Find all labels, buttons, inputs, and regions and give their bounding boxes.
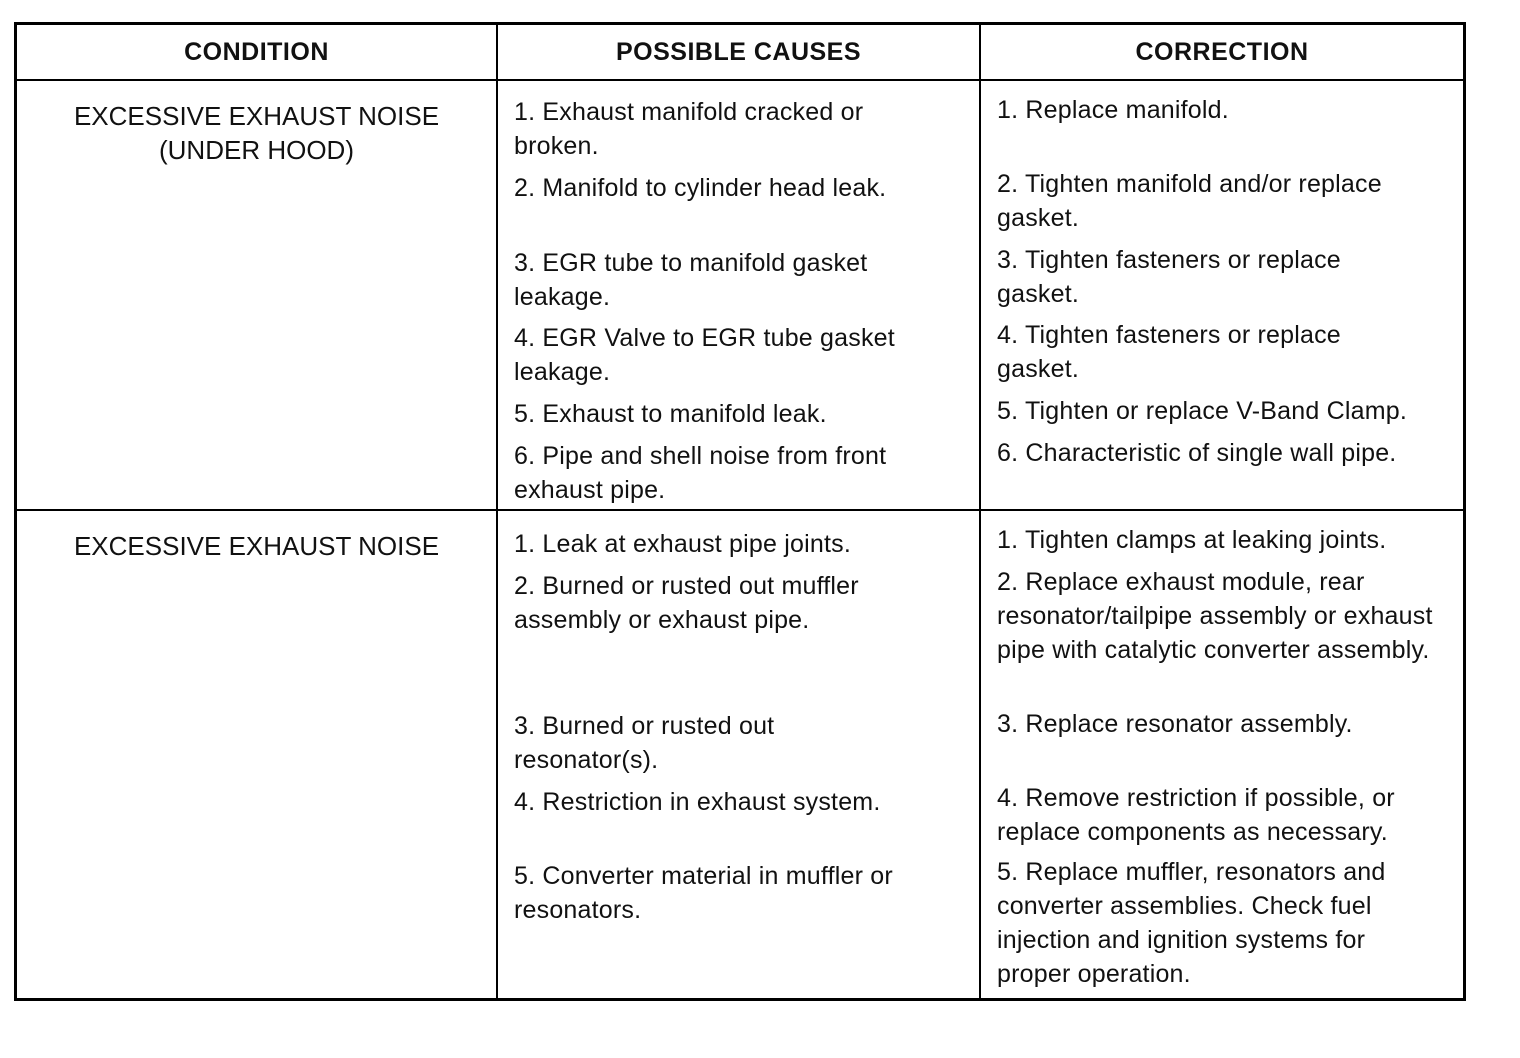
header-correction: CORRECTION [1135,37,1309,66]
correction-item: 2. Replace exhaust module, rear resonator/tailpipe assembly or exhaust pipe with catalytic converter assembly. [997,568,1433,664]
diagnosis-table [14,22,1466,1001]
cause-item: 5. Exhaust to manifold leak. [514,400,827,428]
condition-cell [17,81,498,509]
correction-item: 4. Tighten fasteners or replace gasket. [997,321,1341,383]
condition-subtext: (UNDER HOOD) [159,135,354,165]
cause-item: 4. Restriction in exhaust system. [514,788,881,816]
correction-item: 1. Tighten clamps at leaking joints. [997,526,1387,554]
cause-item: 3. EGR tube to manifold gasket leakage. [514,249,868,311]
correction-item: 6. Characteristic of single wall pipe. [997,439,1397,467]
correction-cell [981,511,1463,998]
condition-text: EXCESSIVE EXHAUST NOISE [73,531,440,561]
table-row [17,511,1463,998]
header-condition: CONDITION [17,25,498,79]
correction-item: 3. Tighten fasteners or replace gasket. [997,246,1341,308]
correction-item: 3. Replace resonator assembly. [997,710,1353,738]
cause-item: 2. Burned or rusted out muffler assembly or exhaust pipe. [514,572,859,634]
condition-text: EXCESSIVE EXHAUST NOISE [73,101,440,131]
correction-cell [981,81,1463,509]
correction-item: 1. Replace manifold. [997,96,1229,124]
cause-item: 6. Pipe and shell noise from front exhaust pipe. [514,442,887,504]
cause-item: 1. Leak at exhaust pipe joints. [514,530,851,558]
cause-item: 5. Converter material in muffler or resonators. [514,862,893,924]
cause-item: 1. Exhaust manifold cracked or broken. [514,98,864,160]
correction-item: 4. Remove restriction if possible, or replace components as necessary. [997,784,1395,846]
causes-cell [498,81,981,509]
correction-item: 5. Tighten or replace V-Band Clamp. [997,397,1408,425]
correction-item: 5. Replace muffler, resonators and converter assemblies. Check fuel injection and ignition systems for proper operation. [997,858,1386,988]
causes-cell [498,511,981,998]
cause-item: 4. EGR Valve to EGR tube gasket leakage. [514,324,895,386]
cause-item: 2. Manifold to cylinder head leak. [514,174,887,202]
correction-item: 2. Tighten manifold and/or replace gasket. [997,170,1382,232]
condition-cell [17,511,498,998]
cause-item: 3. Burned or rusted out resonator(s). [514,712,775,774]
table-header-row [17,25,1463,81]
table-row [17,81,1463,511]
header-possible-causes: POSSIBLE CAUSES [498,25,981,79]
